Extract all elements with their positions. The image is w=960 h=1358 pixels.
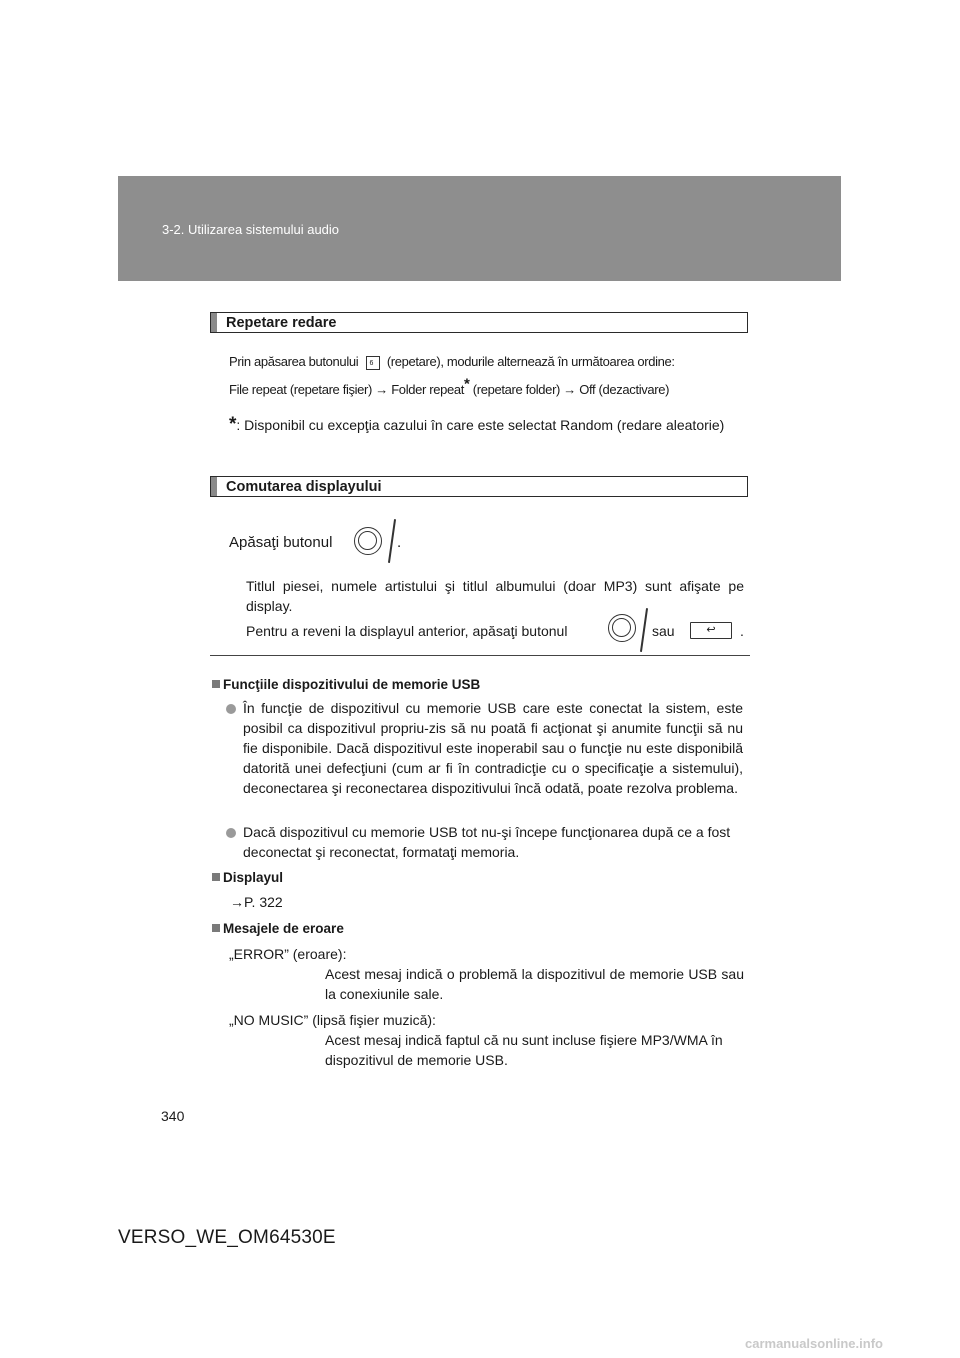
usb-bullet-1: În funcţie de dispozitivul cu memorie USB care este conectat la sistem, este posibil ca dispozitivul propriu-zis să nu poată fi acţionat şi anumite funcţii să nu fie disponibile. Dacă dispozitivul este inoperabil sau o funcţie nu este disponibilă datorită unei defecţiuni (cum ar fi în contradicţie cu o specificaţie a sistemului), deconectarea şi reconectarea dispozitivului încă odată, poate rezolva problema. <box>243 700 743 796</box>
press-period: . <box>397 534 402 551</box>
press-text: Apăsaţi butonul <box>229 534 333 551</box>
square-bullet-icon <box>212 873 220 881</box>
back-text: Pentru a reveni la displayul anterior, apăsaţi butonul <box>246 623 568 639</box>
title-marker-bar <box>211 313 217 332</box>
seq-file-repeat: File repeat (repetare fişier) <box>229 382 373 397</box>
repeat-title-text: Repetare redare <box>226 314 337 331</box>
title-marker-bar <box>211 477 217 496</box>
errors-title: Mesajele de eroare <box>223 921 344 936</box>
tune-knob-icon <box>354 527 382 555</box>
error-2-label: „NO MUSIC” (lipsă fişier muzică): <box>229 1012 436 1028</box>
display-note-title: Displayul <box>223 870 284 885</box>
back-period: . <box>740 623 744 639</box>
asterisk-mark: * <box>464 375 470 393</box>
watermark-logo: carmanualsonline.info <box>745 1336 883 1351</box>
display-note-heading <box>212 867 283 888</box>
seq-folder-repeat: Folder repeat <box>391 382 464 397</box>
tune-knob-icon <box>608 614 636 642</box>
error-1-text: Acest mesaj indică o problemă la dispozitivul de memorie USB sau la conexiunile sale. <box>325 966 744 1002</box>
square-bullet-icon <box>212 680 220 688</box>
display-title-text: Comutarea displayului <box>226 478 382 495</box>
page-number: 340 <box>161 1108 185 1124</box>
bullet-dot-icon <box>226 822 236 842</box>
bullet-dot-icon <box>226 698 236 718</box>
repeat-section-title <box>210 312 748 333</box>
repeat-instruction <box>229 352 749 372</box>
arrow-icon: → <box>563 382 576 397</box>
usb-note-heading <box>212 674 480 695</box>
or-text: sau <box>652 623 675 639</box>
page-reference[interactable]: →P. 322 <box>230 894 283 910</box>
breadcrumb: 3-2. Utilizarea sistemului audio <box>162 222 340 237</box>
back-instruction <box>246 621 567 641</box>
display-section-title <box>210 476 748 497</box>
usb-bullet-2: Dacă dispozitivul cu memorie USB tot nu-şi începe funcţionarea după ce a fost deconectat şi reconectat, formataţi memoria. <box>243 824 731 860</box>
repeat-sequence <box>229 375 754 400</box>
seq-off: Off (dezactivare) <box>579 382 670 397</box>
knob-leader-line <box>388 519 396 563</box>
seq-folder-repeat-ro: (repetare folder) <box>472 382 561 397</box>
square-bullet-icon <box>212 924 220 932</box>
repeat-footnote <box>229 415 760 435</box>
display-description: Titlul piesei, numele artistului şi titlul albumului (doar MP3) sunt afişate pe display. <box>246 578 744 614</box>
errors-note-heading <box>212 918 344 939</box>
back-glyph: ↩ <box>706 624 716 636</box>
document-code: VERSO_WE_OM64530E <box>118 1227 336 1248</box>
press-button-instruction <box>229 533 332 553</box>
section-divider <box>210 655 750 656</box>
section-header-band <box>118 176 841 281</box>
footnote-text: : Disponibil cu excepţia cazului în care este selectat Random (redare aleatorie) <box>236 417 725 433</box>
arrow-icon: → <box>375 382 388 397</box>
repeat-line1-start: Prin apăsarea butonului <box>229 354 359 369</box>
repeat-button-icon <box>366 356 380 370</box>
back-button-icon <box>690 622 732 639</box>
repeat-line1-end: (repetare), modurile alternează în următoarea ordine: <box>386 354 675 369</box>
repeat-button-glyph: 6 <box>369 359 374 367</box>
footnote-asterisk: * <box>229 414 237 435</box>
error-1-label: „ERROR” (eroare): <box>229 946 347 962</box>
usb-title: Funcţiile dispozitivului de memorie USB <box>223 677 481 692</box>
error-2-text: Acest mesaj indică faptul că nu sunt incluse fişiere MP3/WMA în dispozitivul de memorie USB. <box>325 1032 723 1068</box>
